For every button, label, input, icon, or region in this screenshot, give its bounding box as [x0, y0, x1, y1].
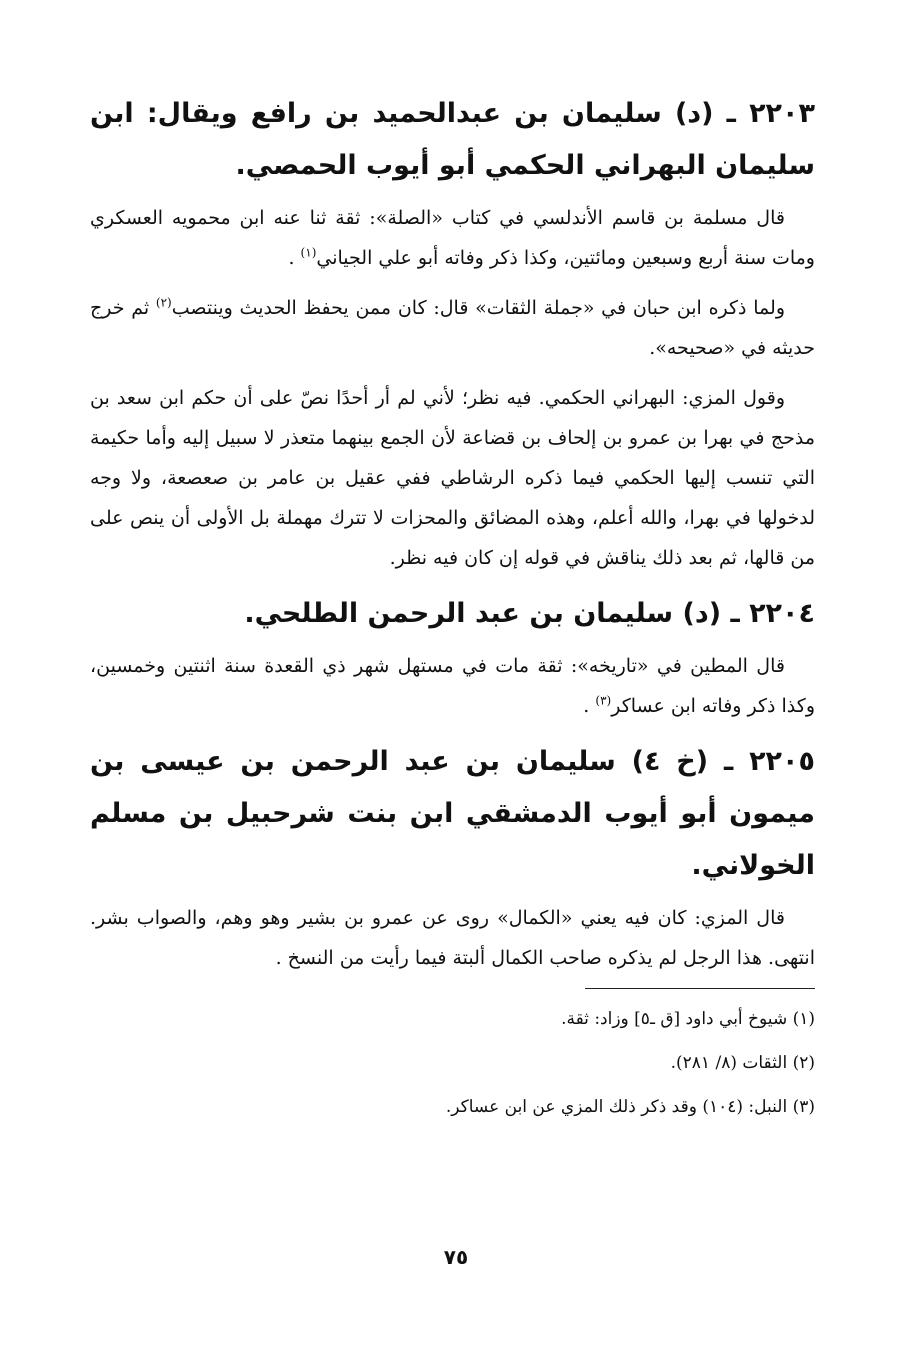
footnotes-section	[90, 988, 815, 1129]
entry-heading: ٢٢٠٤ ـ (د) سليمان بن عبد الرحمن الطلحي.	[244, 598, 815, 629]
paragraph-text: قال المزي: كان فيه يعني «الكمال» روى عن عمرو بن بشير وهو وهم، والصواب بشر. انتهى. هذا الرجل لم يذكره صاحب الكمال ألبتة فيما رأيت من النسخ .	[90, 907, 815, 969]
paragraph-tail: ثم خرج حديثه في «صحيحه».	[90, 297, 815, 359]
paragraph-text: قال مسلمة بن قاسم الأندلسي في كتاب «الصلة»: ثقة ثنا عنه ابن محمويه العسكري ومات سنة أربع وسبعين ومائتين، وكذا ذكر وفاته أبو علي الجياني	[90, 207, 815, 269]
paragraph	[90, 198, 815, 278]
paragraph-tail: .	[288, 247, 301, 269]
footnote-marker: (٣)	[595, 693, 612, 708]
paragraph-tail: .	[583, 695, 596, 717]
entry-2203	[90, 88, 815, 578]
entry-heading: ٢٢٠٥ ـ (خ ٤) سليمان بن عبد الرحمن بن عيسى بن ميمون أبو أيوب الدمشقي ابن بنت شرحبيل بن مسلم الخولاني.	[90, 746, 815, 881]
footnote-marker: (٢)	[155, 295, 172, 310]
paragraph	[90, 288, 815, 368]
paragraph	[90, 898, 815, 978]
page-number: ٧٥	[443, 1245, 469, 1269]
entry-2204	[90, 588, 815, 726]
paragraph	[90, 646, 815, 726]
paragraph	[90, 378, 815, 578]
footnote: (٣) النبل: (١٠٤) وقد ذكر ذلك المزي عن ابن عساكر.	[445, 1097, 815, 1117]
footnote-divider	[585, 988, 815, 989]
book-page	[90, 88, 815, 1129]
entry-heading: ٢٢٠٣ ـ (د) سليمان بن عبدالحميد بن رافع ويقال: ابن سليمان البهراني الحكمي أبو أيوب الحمصي.	[90, 98, 815, 181]
entry-2205	[90, 736, 815, 978]
footnote: (٢) الثقات (٨/ ٢٨١).	[670, 1053, 815, 1073]
paragraph-text: ولما ذكره ابن حبان في «جملة الثقات» قال: كان ممن يحفظ الحديث وينتصب	[171, 297, 785, 319]
footnote-marker: (١)	[300, 245, 317, 260]
paragraph-text: وقول المزي: البهراني الحكمي. فيه نظر؛ لأني لم أر أحدًا نصّ على أن حكم ابن سعد بن مذحج في بهرا بن عمرو بن إلحاف بن قضاعة لأن الجمع بينهما متعذر لا سبيل إليه وأما حكيمة التي تنسب إليها الحكمي فيما ذكره الرشاطي ففي عقيل بن عامر بن صعصعة، ولا وجه لدخولها في بهرا، والله أعلم، وهذه المضائق والمحزات لا تترك مهملة بل الأولى أن ينص على من قالها، ثم بعد ذلك يناقش في قوله إن كان فيه نظر.	[90, 387, 815, 569]
footnote: (١) شيوخ أبي داود [ق ـ٥] وزاد: ثقة.	[561, 1009, 815, 1029]
paragraph-text: قال المطين في «تاريخه»: ثقة مات في مستهل شهر ذي القعدة سنة اثنتين وخمسين، وكذا ذكر وفاته ابن عساكر	[90, 655, 815, 717]
